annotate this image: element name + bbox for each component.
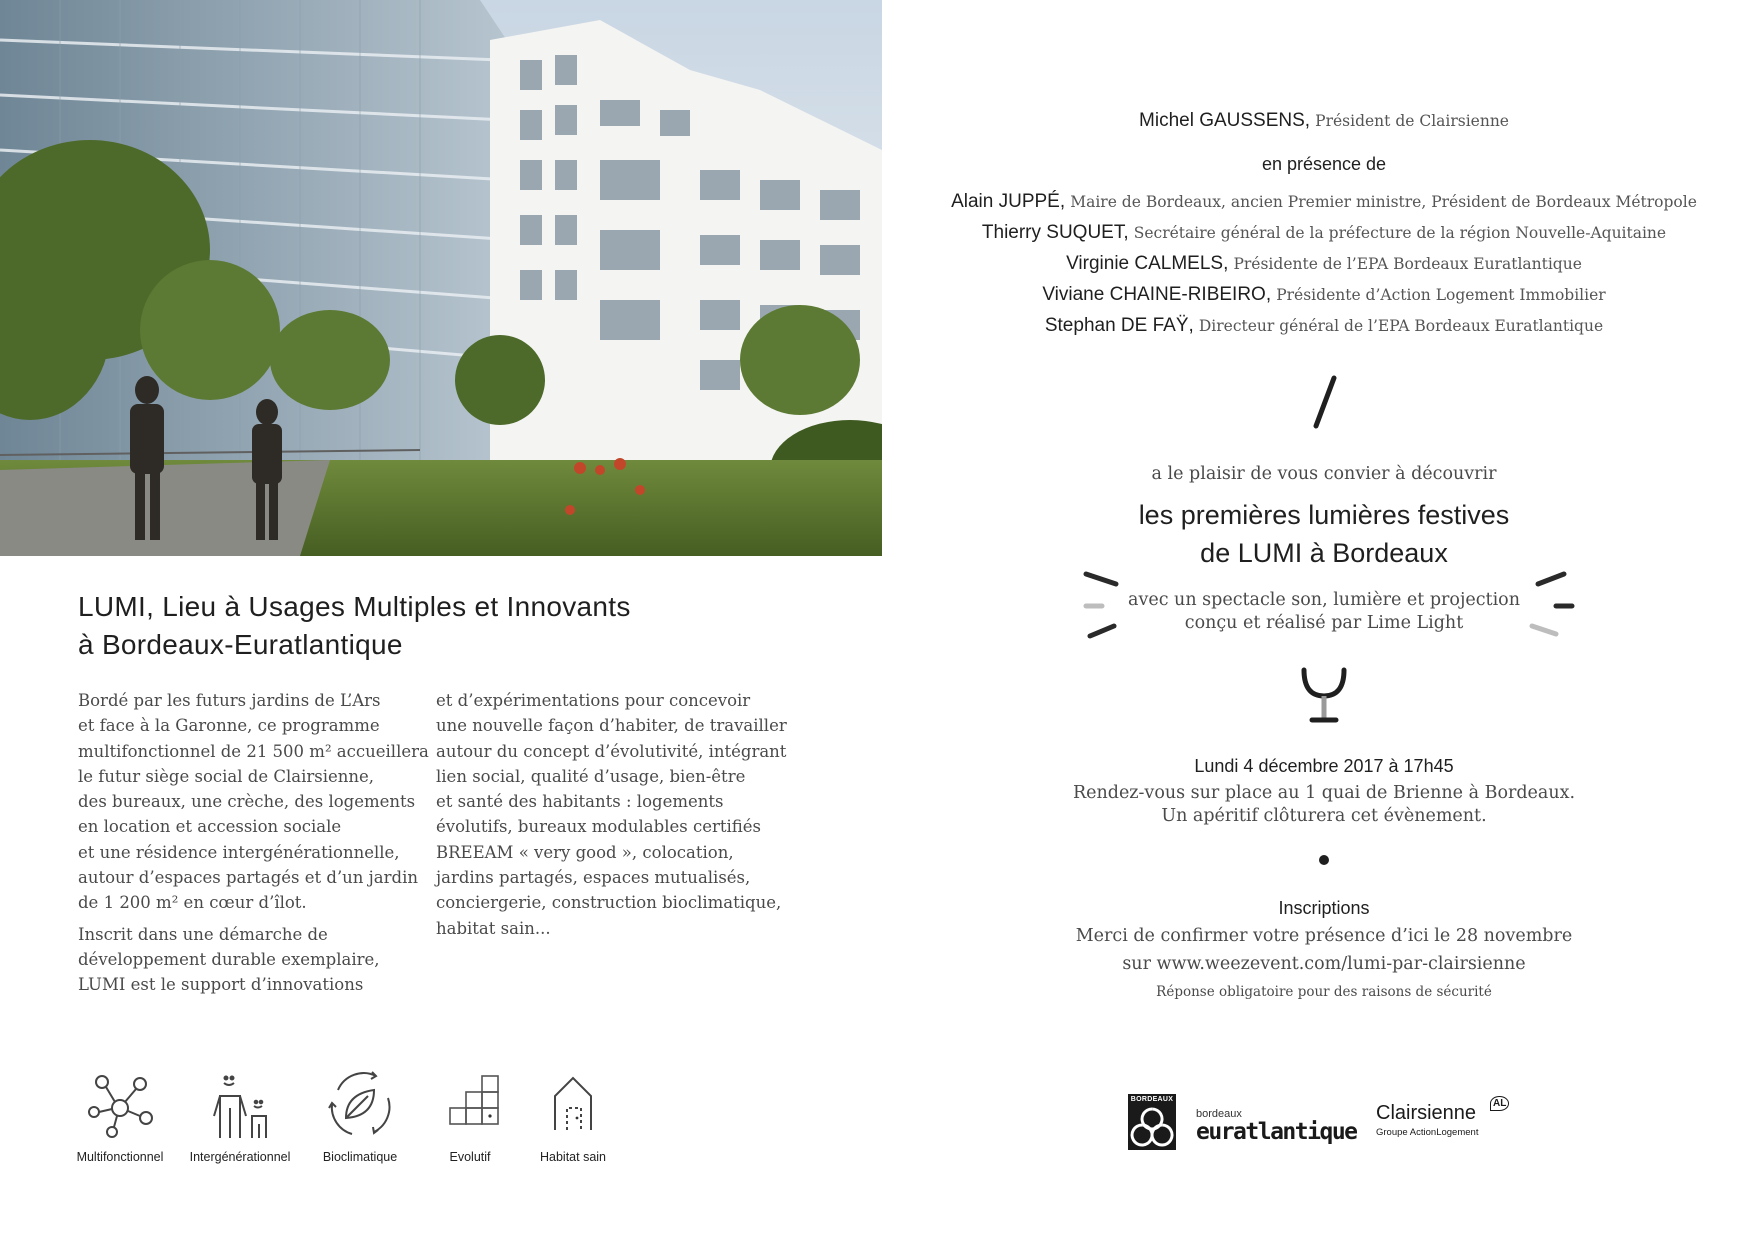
guest-line [940,222,1708,244]
venue-line-1: Rendez-vous sur place au 1 quai de Brienne à Bordeaux. [1072,783,1576,803]
feature-icons-row [60,1068,630,1168]
leaf-cycle-icon [324,1068,396,1140]
description-line: et une résidence intergénérationnelle, [78,842,400,862]
euratlantique-logo [1196,1108,1357,1144]
guest-line [940,191,1708,213]
description-line: évolutifs, bureaux modulables certifiés [436,817,761,837]
guest-role: Secrétaire général de la préfecture de la région Nouvelle-Aquitaine [1133,224,1667,242]
hero-architecture-image [0,0,882,556]
feature-bioclimatique [300,1068,420,1164]
description-line: en location et accession sociale [78,817,342,837]
feature-intergenerationnel [180,1068,300,1164]
description-column-left [78,688,429,998]
guest-line [940,315,1708,337]
presence-label: en présence de [1261,154,1387,174]
project-title [78,588,778,664]
molecule-icon [84,1068,156,1140]
guest-line [940,253,1708,275]
inscriptions-line-1: Merci de confirmer votre présence d’ici le 28 novembre [1075,926,1573,946]
people-icon [204,1068,276,1140]
description-line: LUMI est le support d’innovations [78,975,364,995]
clairsienne-logo [1376,1098,1507,1138]
project-title-line-1: LUMI, Lieu à Usages Multiples et Innovants [78,591,631,622]
description-line: le futur siège social de Clairsienne, [78,766,375,786]
description-line: et santé des habitants : logements [436,792,724,812]
security-note: Réponse obligatoire pour des raisons de sécurité [1156,984,1492,1000]
description-line: et d’expérimentations pour concevoir [436,691,751,710]
spectacle-line-2: conçu et réalisé par Lime Light [1184,613,1464,633]
description-line: conciergerie, construction bioclimatique, [436,893,782,913]
event-title-line-1: les premières lumières festives [1138,500,1510,530]
invitation-panel [940,0,1748,1240]
clairsienne-name: Clairsienne [1376,1102,1477,1124]
description-line: jardins partagés, espaces mutualisés, [436,868,751,888]
description-line: Bordé par les futurs jardins de L’Ars [78,691,381,710]
slash-divider-icon [1308,372,1340,432]
description-line: des bureaux, une crèche, des logements [78,792,416,812]
feature-multifonctionnel [60,1068,180,1164]
description-line: autour du concept d’évolutivité, intégrant [436,741,787,761]
event-date: Lundi 4 décembre 2017 à 17h45 [1194,756,1454,776]
house-icon [537,1068,609,1140]
euratlantique-small: bordeaux [1196,1108,1242,1120]
guest-name: Stephan DE FAŸ, [1044,315,1194,336]
euratlantique-big: euratlantique [1196,1119,1357,1145]
project-title-line-2: à Bordeaux-Euratlantique [78,629,403,660]
guest-role: Présidente d’Action Logement Immobilier [1276,286,1606,304]
feature-label: Intergénérationnel [189,1150,291,1164]
host-name: Michel GAUSSENS, [1139,110,1311,131]
feature-habitat-sain [513,1068,633,1164]
description-line: lien social, qualité d’usage, bien-être [436,766,746,786]
event-title-line-2: de LUMI à Bordeaux [1200,538,1448,568]
guest-role: Présidente de l’EPA Bordeaux Euratlantique [1233,255,1582,273]
lamp-icon [1298,664,1350,726]
description-line: Inscrit dans une démarche de [78,924,328,944]
guest-name: Alain JUPPÉ, [951,191,1066,212]
guest-role: Directeur général de l’EPA Bordeaux Euratlantique [1198,317,1604,335]
guest-name: Viviane CHAINE-RIBEIRO, [1042,284,1272,305]
host-line [940,110,1708,132]
description-line: et face à la Garonne, ce programme [78,716,380,736]
bordeaux-logo [1128,1094,1176,1150]
feature-label: Bioclimatique [322,1150,398,1164]
host-role: Président de Clairsienne [1315,112,1509,130]
feature-evolutif [410,1068,530,1164]
feature-label: Habitat sain [539,1150,606,1164]
venue-line-2: Un apéritif clôturera cet évènement. [1161,806,1487,826]
feature-label: Evolutif [449,1150,491,1164]
description-line: de 1 200 m² en cœur d’îlot. [78,893,307,913]
description-column-right [436,688,796,941]
blocks-icon [434,1068,506,1140]
invite-text: a le plaisir de vous convier à découvrir [1151,464,1497,484]
action-logement-badge: AL [1490,1096,1509,1111]
description-line: autour d’espaces partagés et d’un jardin [78,868,418,888]
bordeaux-logo-text: BORDEAUX [1130,1096,1174,1103]
feature-label: Multifonctionnel [76,1150,164,1164]
clairsienne-subtitle: Groupe ActionLogement [1376,1127,1479,1138]
guest-role: Maire de Bordeaux, ancien Premier ministre, Président de Bordeaux Métropole [1070,193,1697,211]
description-line: multifonctionnel de 21 500 m² accueillera [78,741,429,761]
description-line: habitat sain... [436,918,551,938]
guest-name: Thierry SUQUET, [981,222,1129,243]
description-line: BREEAM « very good », colocation, [436,842,734,862]
description-line: une nouvelle façon d’habiter, de travailler [436,716,787,736]
guest-line [940,284,1708,306]
partner-logos [1128,1094,1528,1164]
crescents-icon [1128,1103,1176,1147]
inscriptions-title: Inscriptions [1278,898,1370,918]
description-line: développement durable exemplaire, [78,949,380,969]
inscriptions-link[interactable]: sur www.weezevent.com/lumi-par-clairsienne [1122,954,1526,974]
spectacle-line-1: avec un spectacle son, lumière et projection [1128,590,1520,610]
dot-divider-icon [1318,854,1330,866]
guest-name: Virginie CALMELS, [1066,253,1229,274]
